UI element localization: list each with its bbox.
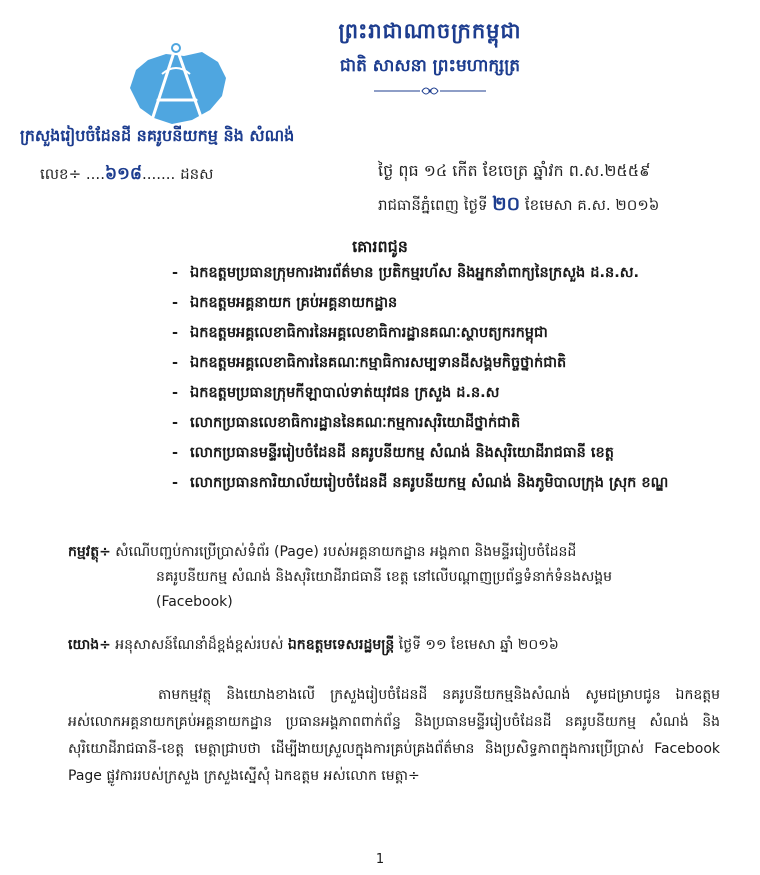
- place-date-prefix: រាជធានីភ្នំពេញ ថ្ងៃទី: [378, 196, 488, 214]
- reference-date: ថ្ងៃទី ១១ ខែមេសា ឆ្នាំ ២០១៦: [398, 637, 559, 653]
- ref-number: ៦១៨: [104, 164, 142, 184]
- subject-block: [68, 540, 718, 615]
- lunar-date: ថ្ងៃ ពុធ ១៤ កើត ខែចេត្រ ឆ្នាំវក ព.ស.២៥៥៩: [378, 161, 651, 180]
- reference-strong: ឯកឧត្តមទេសរដ្ឋមន្ត្រី: [287, 637, 395, 653]
- subject-line-2: នគរូបនីយកម្ម សំណង់ និងសុរិយោដីរាជធានី ខេត្ត នៅលើបណ្ដាញប្រព័ន្ធទំនាក់ទំនងសង្គម: [156, 569, 613, 585]
- reference-text: អនុសាសន៍ណែនាំដ៏ខ្ពង់ខ្ពស់របស់: [115, 637, 284, 653]
- ministry-logo: [118, 40, 234, 132]
- recipient-item: - លោកប្រធានការិយាល័យរៀបចំដែនដី នគរូបនីយកម្ម សំណង់ និងភូមិបាលក្រុង ស្រុក ខណ្ឌ: [170, 472, 730, 494]
- place-date: [378, 192, 659, 220]
- recipient-item: - លោកប្រធានមន្ទីររៀបចំដែនដី នគរូបនីយកម្ម សំណង់ និងសុរិយោដីរាជធានី ខេត្ត: [170, 442, 730, 464]
- national-motto: ជាតិ សាសនា ព្រះមហាក្សត្រ: [339, 56, 521, 76]
- reference-block: [68, 634, 718, 656]
- recipient-list: [170, 262, 730, 502]
- recipient-item: - លោកប្រធានលេខាធិការដ្ឋាននៃគណៈកម្មការសុរិយោដីថ្នាក់ជាតិ: [170, 412, 730, 434]
- kingdom-title: ព្រះរាជាណាចក្រកម្ពុជា: [338, 19, 522, 43]
- recipient-item: - ឯកឧត្តមប្រធានក្រុមកីឡាបាល់ទាត់យុវជន ក្រសួង ដ.ន.ស: [170, 382, 730, 404]
- subject-line-3: (Facebook): [156, 594, 233, 610]
- subject-line-1: សំណើបញ្ជប់ការប្រើប្រាស់ទំព័រ (Page) របស់អគ្គនាយកដ្ឋាន អង្គភាព និងមន្ទីររៀបចំដែនដី: [115, 544, 577, 560]
- body-paragraph: តាមកម្មវត្ថុ និងយោងខាងលើ ក្រសួងរៀបចំដែនដី នគរូបនីយកម្មនិងសំណង់ សូមជម្រាបជូន ឯកឧត្តម អស់លោកអគ្គនាយកគ្រប់អគ្គនាយកដ្ឋាន ប្រធានអង្គភាពពាក់ព័ន្ធ និងប្រធានមន្ទីររៀបចំដែនដី នគរូបនីយកម្ម សំណង់ និងសុរិយោដីរាជធានី-ខេត្ត មេត្តាជ្រាបថា ដើម្បីងាយស្រួលក្នុងការគ្រប់គ្រងព័ត៌មាន និងប្រសិទ្ធភាពក្នុងការប្រើប្រាស់ Facebook Page ផ្លូវការរបស់ក្រសួង ក្រសួងស្នើសុំ ឯកឧត្តម អស់លោក មេត្តា÷: [68, 687, 720, 784]
- subject-label: កម្មវត្ថុ÷: [68, 544, 111, 560]
- ref-label: លេខ÷ ....: [40, 165, 105, 183]
- recipient-item: - ឯកឧត្តមប្រធានក្រុមការងារព័ត៌មាន ប្រតិកម្មរហ័ស និងអ្នកនាំពាក្យនៃក្រសួង ដ.ន.ស.: [170, 262, 730, 284]
- kingdom-header: [250, 18, 610, 80]
- reference-label: យោង÷: [68, 637, 111, 653]
- reference-number: [40, 163, 213, 188]
- recipient-item: - ឯកឧត្តមអគ្គនាយក គ្រប់អគ្គនាយកដ្ឋាន: [170, 292, 730, 314]
- place-date-suffix: ខែមេសា គ.ស. ២០១៦: [524, 196, 660, 214]
- page-number: 1: [375, 852, 385, 867]
- recipient-item: - ឯកឧត្តមអគ្គលេខាធិការនៃអគ្គលេខាធិការដ្ឋានគណៈស្ថាបត្យករកម្ពុជា: [170, 322, 730, 344]
- place-date-day: ២០: [492, 193, 521, 215]
- ornament-divider: [370, 84, 490, 98]
- ref-suffix: ....... ដនស: [141, 165, 214, 183]
- recipient-item: - ឯកឧត្តមអគ្គលេខាធិការនៃគណៈកម្មាធិការសម្បទានដីសង្គមកិច្ចថ្នាក់ជាតិ: [170, 352, 730, 374]
- addressee-title: គោរពជូន: [352, 237, 408, 256]
- ministry-name: ក្រសួងរៀបចំដែនដី នគរូបនីយកម្ម និង សំណង់: [20, 126, 295, 145]
